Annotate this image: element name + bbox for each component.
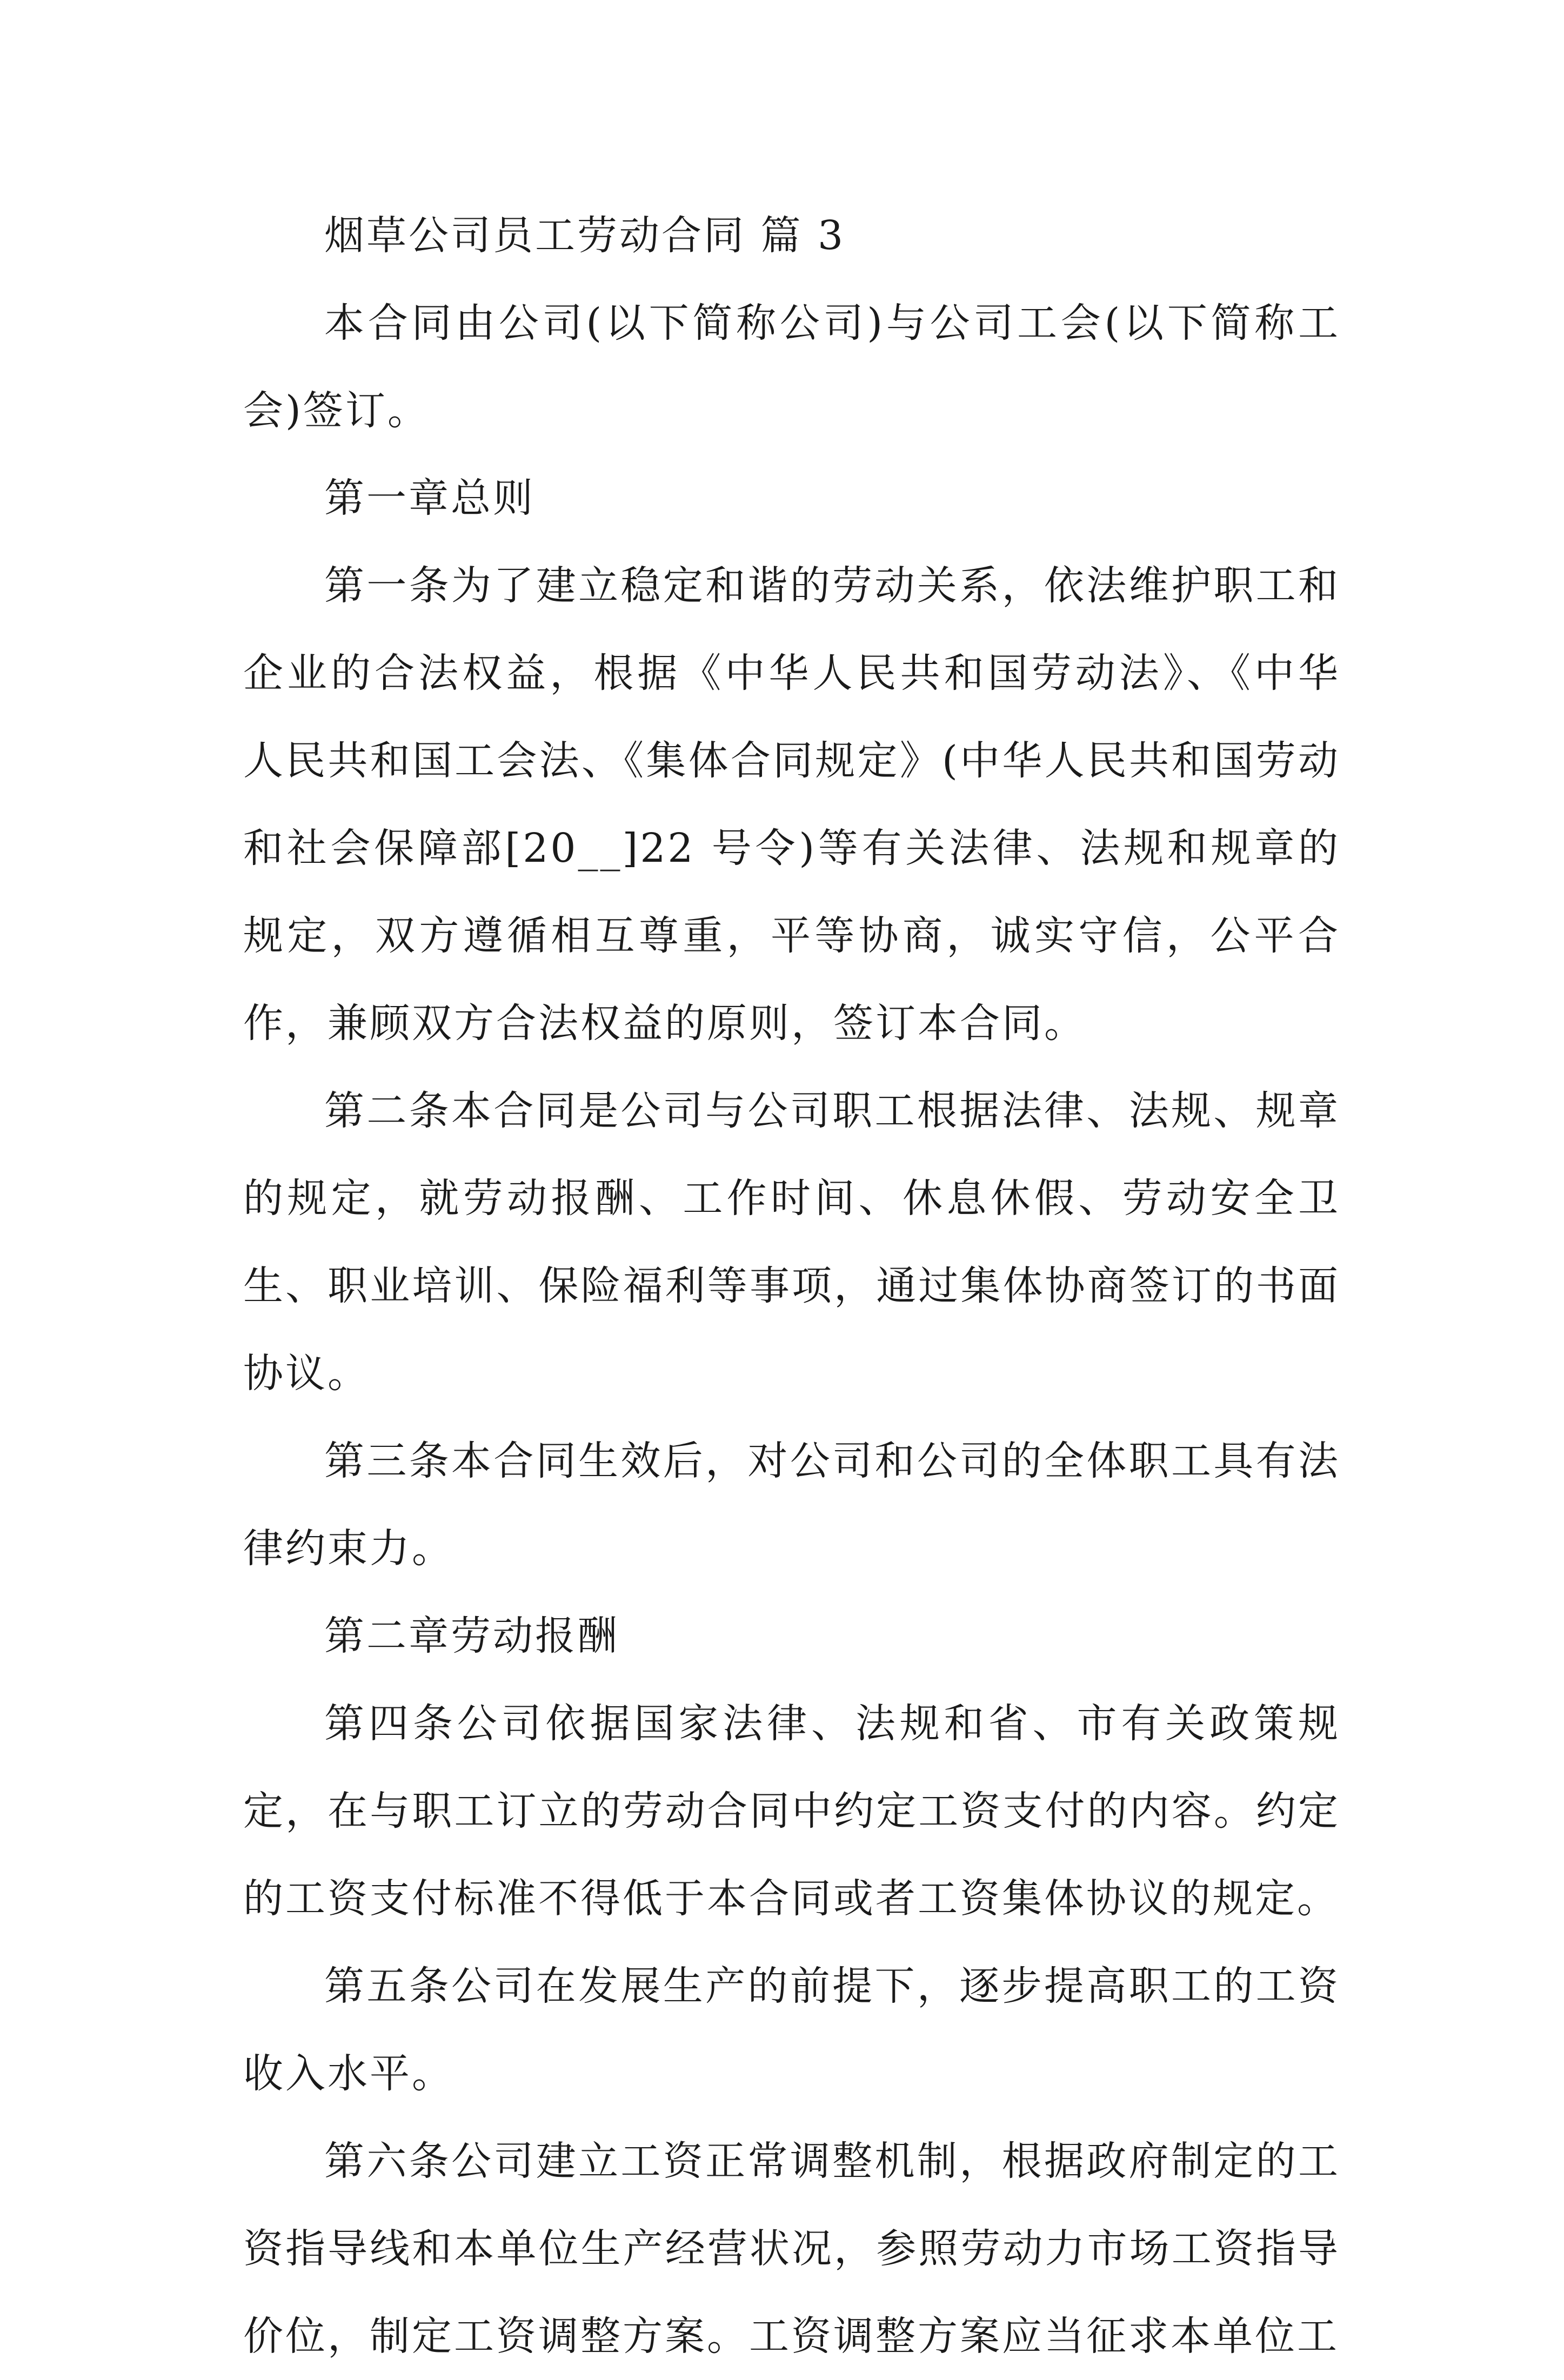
document-title: 烟草公司员工劳动合同 篇 3: [324, 212, 846, 259]
article-4: 第四条公司依据国家法律、法规和省、市有关政策规定，在与职工订立的劳动合同中约定工资支付的内容。约定的工资支付标准不得低于本合同或者工资集体协议的规定。: [243, 1700, 1340, 1922]
chapter-heading-2: 第二章劳动报酬: [324, 1613, 619, 1659]
article-6: 第六条公司建立工资正常调整机制，根据政府制定的工资指导线和本单位生产经营状况，参照劳动力市场工资指导价位，制定工资调整方案。工资调整方案应当征求本单位工: [243, 2138, 1340, 2359]
paragraph-preamble: 本合同由公司(以下简称公司)与公司工会(以下简称工会)签订。: [243, 300, 1340, 434]
chapter-heading-1: 第一章总则: [324, 475, 535, 521]
article-1: 第一条为了建立稳定和谐的劳动关系，依法维护职工和企业的合法权益，根据《中华人民共和国劳动法》、《中华人民共和国工会法、《集体合同规定》(中华人民共和国劳动和社会保障部[20__]22 号令)等有关法律、法规和规章的规定，双方遵循相互尊重，平等协商，诚实守信，公平合作，兼顾双方合法权益的原则，签订本合同。: [243, 562, 1340, 1047]
article-2: 第二条本合同是公司与公司职工根据法律、法规、规章的规定，就劳动报酬、工作时间、休息休假、劳动安全卫生、职业培训、保险福利等事项，通过集体协商签订的书面协议。: [243, 1088, 1340, 1397]
article-3: 第三条本合同生效后，对公司和公司的全体职工具有法律约束力。: [243, 1438, 1340, 1572]
article-5: 第五条公司在发展生产的前提下，逐步提高职工的工资收入水平。: [243, 1963, 1340, 2097]
document-body: [243, 192, 1340, 2380]
